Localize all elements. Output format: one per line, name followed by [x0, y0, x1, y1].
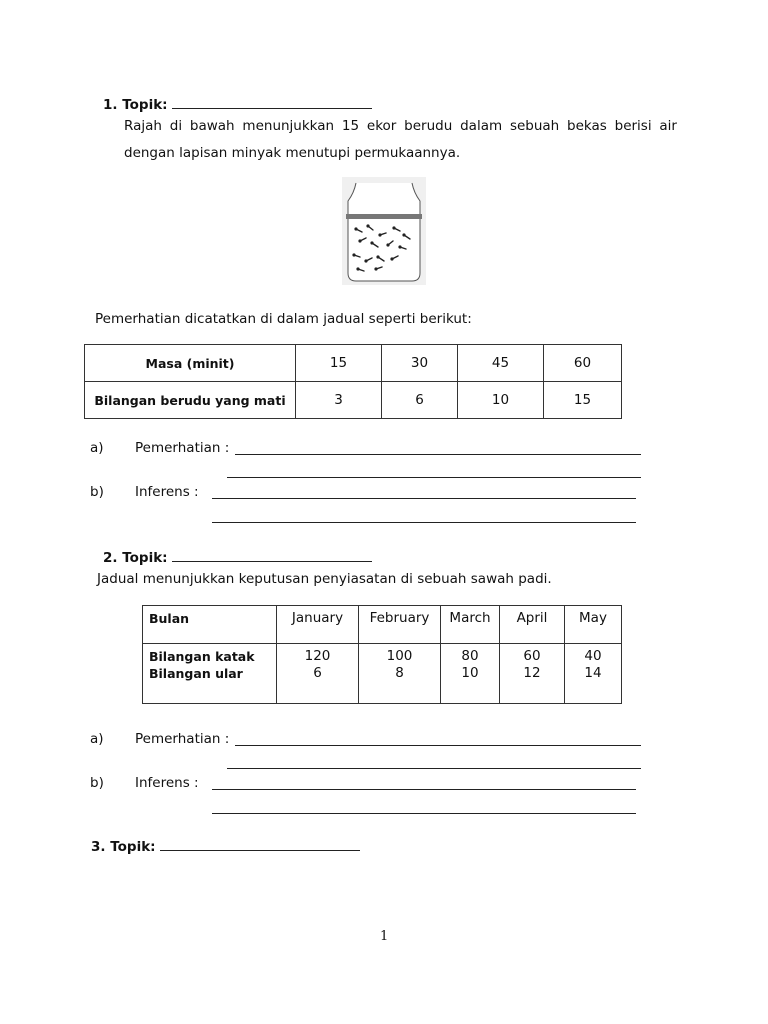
q2-a-answer-line-2[interactable] [227, 756, 641, 769]
table-cell: 15 [296, 345, 382, 382]
table-cell: 10 [458, 382, 544, 419]
q1-b-answer-line-2[interactable] [212, 510, 636, 523]
table-cell: April [500, 606, 565, 644]
q1-intro-line2: dengan lapisan minyak menutupi permukaannya. [124, 145, 461, 161]
table-cell: March [441, 606, 500, 644]
table-row [143, 606, 622, 644]
table-cell: 80 10 [441, 644, 500, 704]
q1-a-label: Pemerhatian : [135, 440, 230, 456]
q2-row-label-katak: Bilangan katak [149, 649, 255, 664]
table-cell: 100 8 [359, 644, 441, 704]
q1-heading: 1. Topik: [103, 96, 372, 113]
table-row [85, 382, 622, 419]
q2-b-answer-line-2[interactable] [212, 801, 636, 814]
q2-a-answer-line-1[interactable] [235, 733, 641, 746]
q1-a-answer-line-2[interactable] [227, 465, 641, 478]
table-cell: 15 [544, 382, 622, 419]
table-cell: 30 [382, 345, 458, 382]
q1-observation-intro: Pemerhatian dicatatkan di dalam jadual seperti berikut: [95, 311, 472, 327]
q1-b-label: Inferens : [135, 484, 199, 500]
q2-b-letter: b) [90, 775, 104, 791]
q2-heading: 2. Topik: [103, 549, 372, 566]
q1-intro-line1: Rajah di bawah menunjukkan 15 ekor berudu dalam sebuah bekas berisi air [124, 118, 677, 134]
table-row [85, 345, 622, 382]
table-cell: 60 [544, 345, 622, 382]
q2-b-answer-line-1[interactable] [212, 777, 636, 790]
q3-topic-blank[interactable] [160, 838, 360, 851]
q2-intro: Jadual menunjukkan keputusan penyiasatan di sebuah sawah padi. [97, 571, 552, 587]
q1-topic-blank[interactable] [172, 96, 372, 109]
q2-a-letter: a) [90, 731, 104, 747]
tadpole-container-illustration [342, 177, 426, 285]
table-cell: 3 [296, 382, 382, 419]
table-cell: 120 6 [277, 644, 359, 704]
q1-a-letter: a) [90, 440, 104, 456]
table-cell: May [565, 606, 622, 644]
q1-row1-label: Masa (minit) [85, 345, 296, 382]
q3-heading: 3. Topik: [91, 838, 360, 855]
q1-b-answer-line-1[interactable] [212, 486, 636, 499]
table-cell: 6 [382, 382, 458, 419]
page-number: 1 [380, 929, 389, 944]
q2-header-label: Bulan [143, 606, 277, 644]
q1-a-answer-line-1[interactable] [235, 442, 641, 455]
table-cell: 60 12 [500, 644, 565, 704]
table-row [143, 644, 622, 704]
q1-b-letter: b) [90, 484, 104, 500]
table-cell: 45 [458, 345, 544, 382]
q1-table [84, 344, 622, 419]
q2-a-label: Pemerhatian : [135, 731, 230, 747]
q2-b-label: Inferens : [135, 775, 199, 791]
q2-topic-blank[interactable] [172, 549, 372, 562]
table-cell: 40 14 [565, 644, 622, 704]
q2-row-label-ular: Bilangan ular [149, 666, 243, 681]
q1-row2-label: Bilangan berudu yang mati [85, 382, 296, 419]
q2-table [142, 605, 622, 704]
table-cell: February [359, 606, 441, 644]
table-cell: January [277, 606, 359, 644]
q2-row-labels [143, 644, 277, 704]
